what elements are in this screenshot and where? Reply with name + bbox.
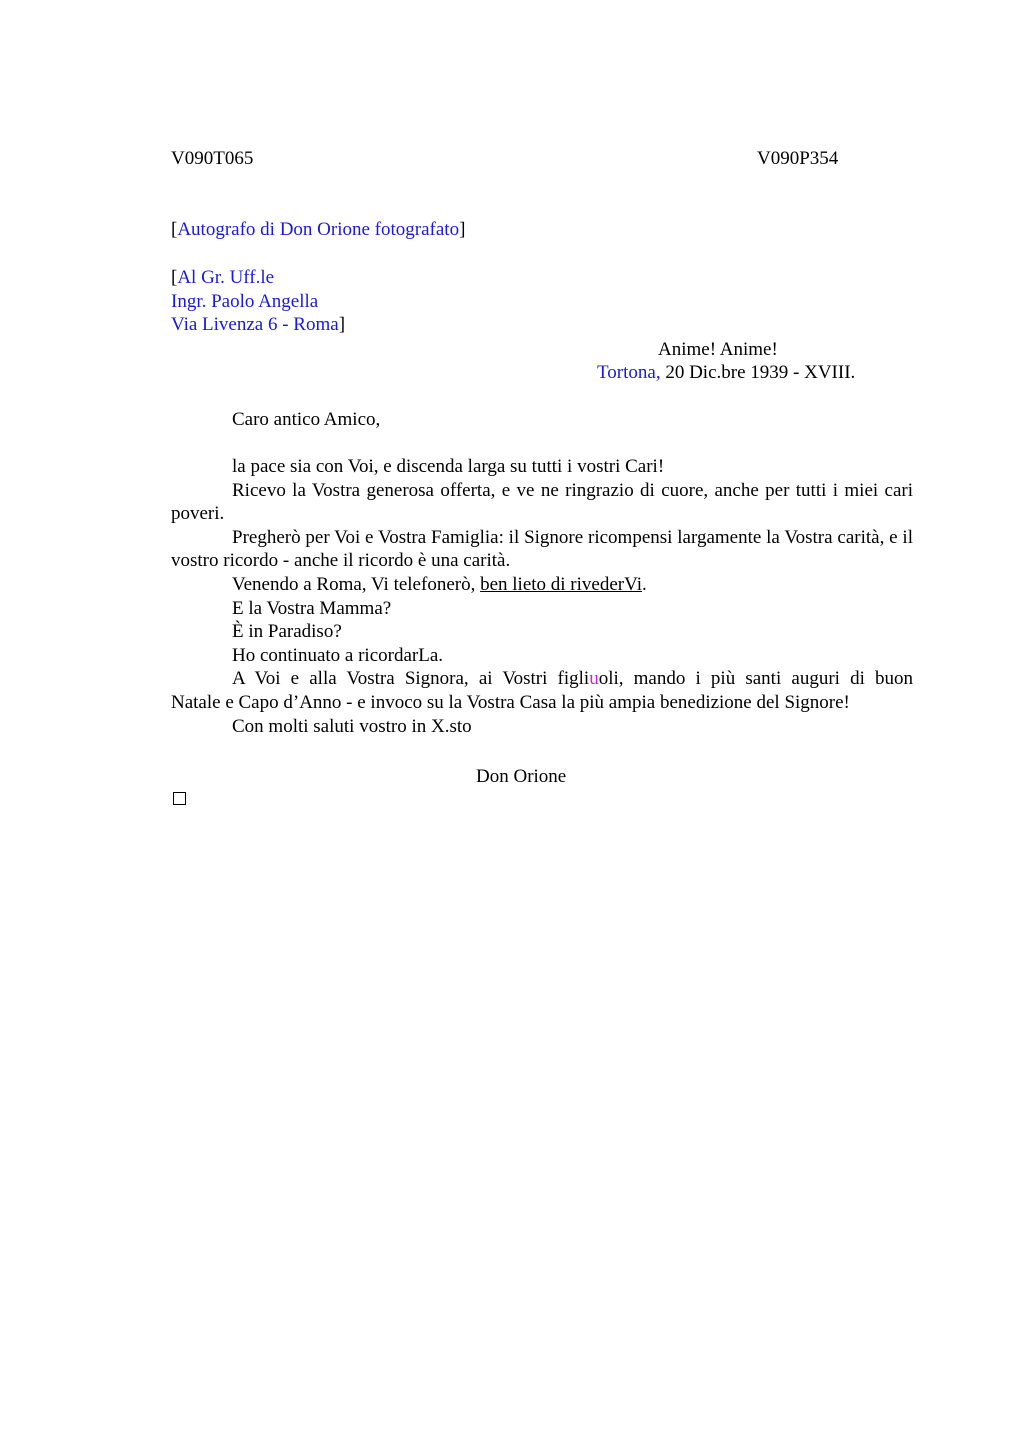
wishes-text-a: A Voi e alla Vostra Signora, ai Vostri figli <box>232 668 590 690</box>
paragraph-paradise: È in Paradiso? <box>232 621 342 643</box>
paragraph-mother-question: E la Vostra Mamma? <box>232 597 392 619</box>
recipient-bracket-close: ] <box>338 314 346 335</box>
wishes-line-1 <box>171 667 913 691</box>
recipient-name: Ingr. Paolo Angella <box>171 291 319 312</box>
wishes-correction-mark: u <box>589 668 599 690</box>
paragraph-visit <box>171 573 913 597</box>
recipient-bracket-open: [ <box>171 267 178 288</box>
wishes-line-2: Natale e Capo d’Anno - e invoco su la Vostra Casa la più ampia benedizione del Signore! <box>171 691 850 713</box>
paragraph-remember: Ho continuato a ricordarLa. <box>232 644 444 666</box>
recipient-line-1 <box>171 266 274 289</box>
recipient-line-3 <box>171 313 345 336</box>
visit-period: . <box>641 573 647 595</box>
signature: Don Orione <box>476 766 567 787</box>
document-code-right: V090P354 <box>757 148 839 169</box>
paragraph-prayer: Pregherò per Voi e Vostra Famiglia: il Signore ricompensi largamente la Vostra carità, e il vostro ricordo - anche il ricordo è una carità. <box>171 526 913 572</box>
recipient-address: Via Livenza 6 - Roma <box>171 314 339 335</box>
note-bracket-close: ] <box>459 219 466 240</box>
letter-body <box>171 455 913 738</box>
dateline-date: 20 Dic.bre 1939 - XVIII. <box>660 362 856 383</box>
dateline-place: Tortona, <box>597 362 661 383</box>
note-text: Autografo di Don Orione fotografato <box>177 219 460 240</box>
dateline <box>597 361 855 384</box>
salutation: Caro antico Amico, <box>232 409 381 430</box>
document-code-left: V090T065 <box>171 148 254 169</box>
wishes-text-b: oli, mando i più santi auguri di buon <box>598 668 913 690</box>
motto: Anime! Anime! <box>658 339 778 360</box>
editorial-note <box>171 218 465 241</box>
note-bracket-open: [ <box>171 219 178 240</box>
paragraph-peace: la pace sia con Voi, e discenda larga su tutti i vostri Cari! <box>232 456 665 477</box>
paragraph-wishes <box>171 667 913 714</box>
recipient-title: Al Gr. Uff.le <box>177 267 275 288</box>
paragraph-offer: Ricevo la Vostra generosa offerta, e ve ne ringrazio di cuore, anche per tutti i miei cari poveri. <box>171 479 913 525</box>
paragraph-closing: Con molti saluti vostro in X.sto <box>232 715 472 737</box>
checkbox-square-icon <box>173 792 186 805</box>
visit-underlined-text: ben lieto di rivederVi <box>480 573 642 595</box>
visit-text: Venendo a Roma, Vi telefonerò, <box>232 573 481 595</box>
